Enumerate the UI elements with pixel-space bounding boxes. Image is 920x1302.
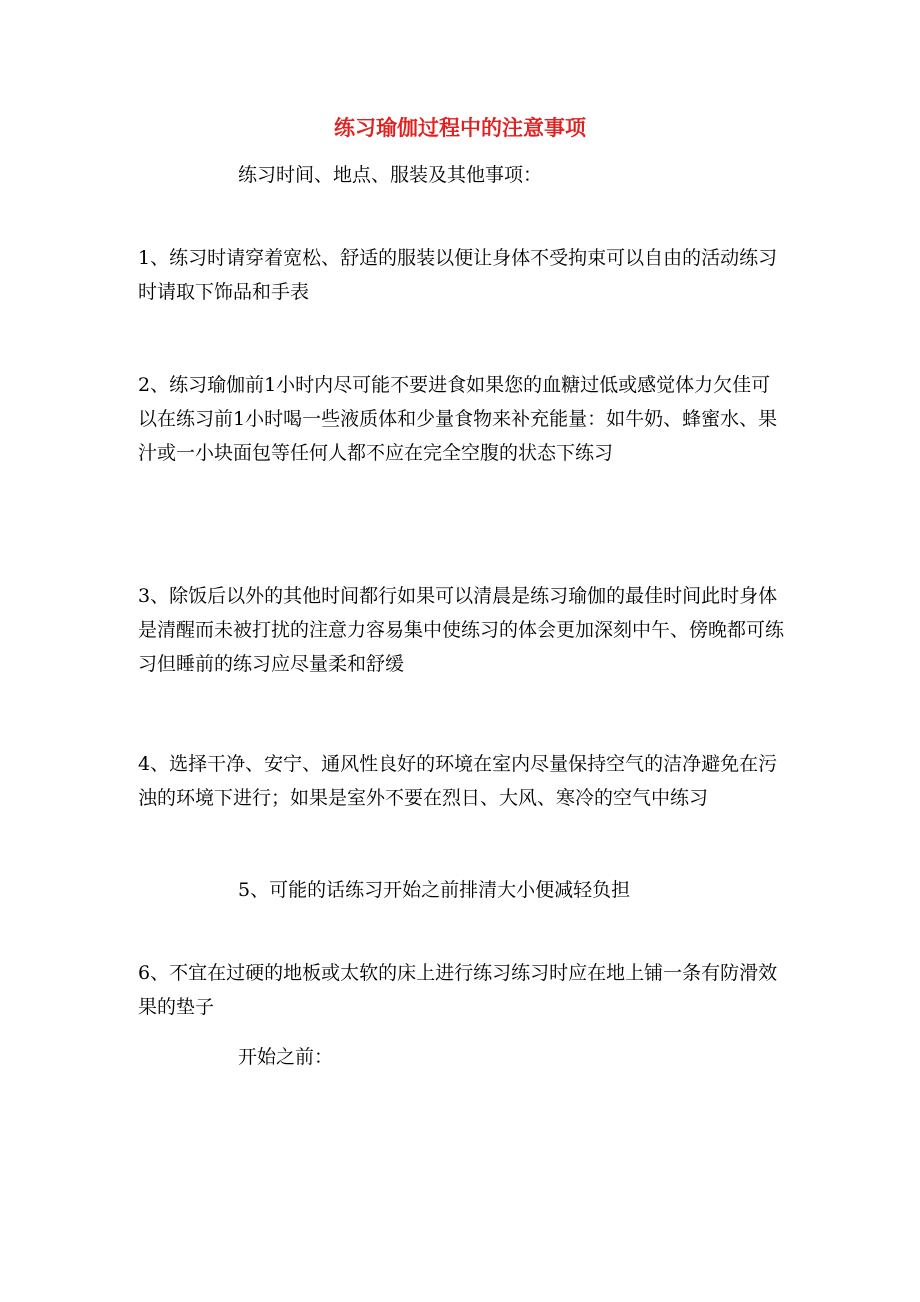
item-4: 4、选择干净、安宁、通风性良好的环境在室内尽量保持空气的洁净避免在污浊的环境下进行；如果是室外不要在烈日、大风、寒冷的空气中练习 <box>138 753 778 809</box>
item-6: 6、不宜在过硬的地板或太软的床上进行练习练习时应在地上铺一条有防滑效果的垫子 <box>138 962 778 1018</box>
item-5: 5、可能的话练习开始之前排清大小便减轻负担 <box>238 879 631 901</box>
item-2: 2、练习瑜伽前1小时内尽可能不要进食如果您的血糖过低或感觉体力欠佳可以在练习前1小时喝一些液质体和少量食物来补充能量：如牛奶、蜂蜜水、果汁或一小块面包等任何人都不应在完全空腹的状态下练习 <box>138 374 778 464</box>
document-title: 练习瑜伽过程中的注意事项 <box>334 115 586 140</box>
item-3: 3、除饭后以外的其他时间都行如果可以清晨是练习瑜伽的最佳时间此时身体是清醒而未被打扰的注意力容易集中使练习的体会更加深刻中午、傍晚都可练习但睡前的练习应尽量柔和舒缓 <box>138 585 785 675</box>
item-1: 1、练习时请穿着宽松、舒适的服装以便让身体不受拘束可以自由的活动练习时请取下饰品和手表 <box>138 247 778 303</box>
subtitle: 练习时间、地点、服装及其他事项： <box>238 164 543 186</box>
closing-heading: 开始之前： <box>238 1046 334 1068</box>
